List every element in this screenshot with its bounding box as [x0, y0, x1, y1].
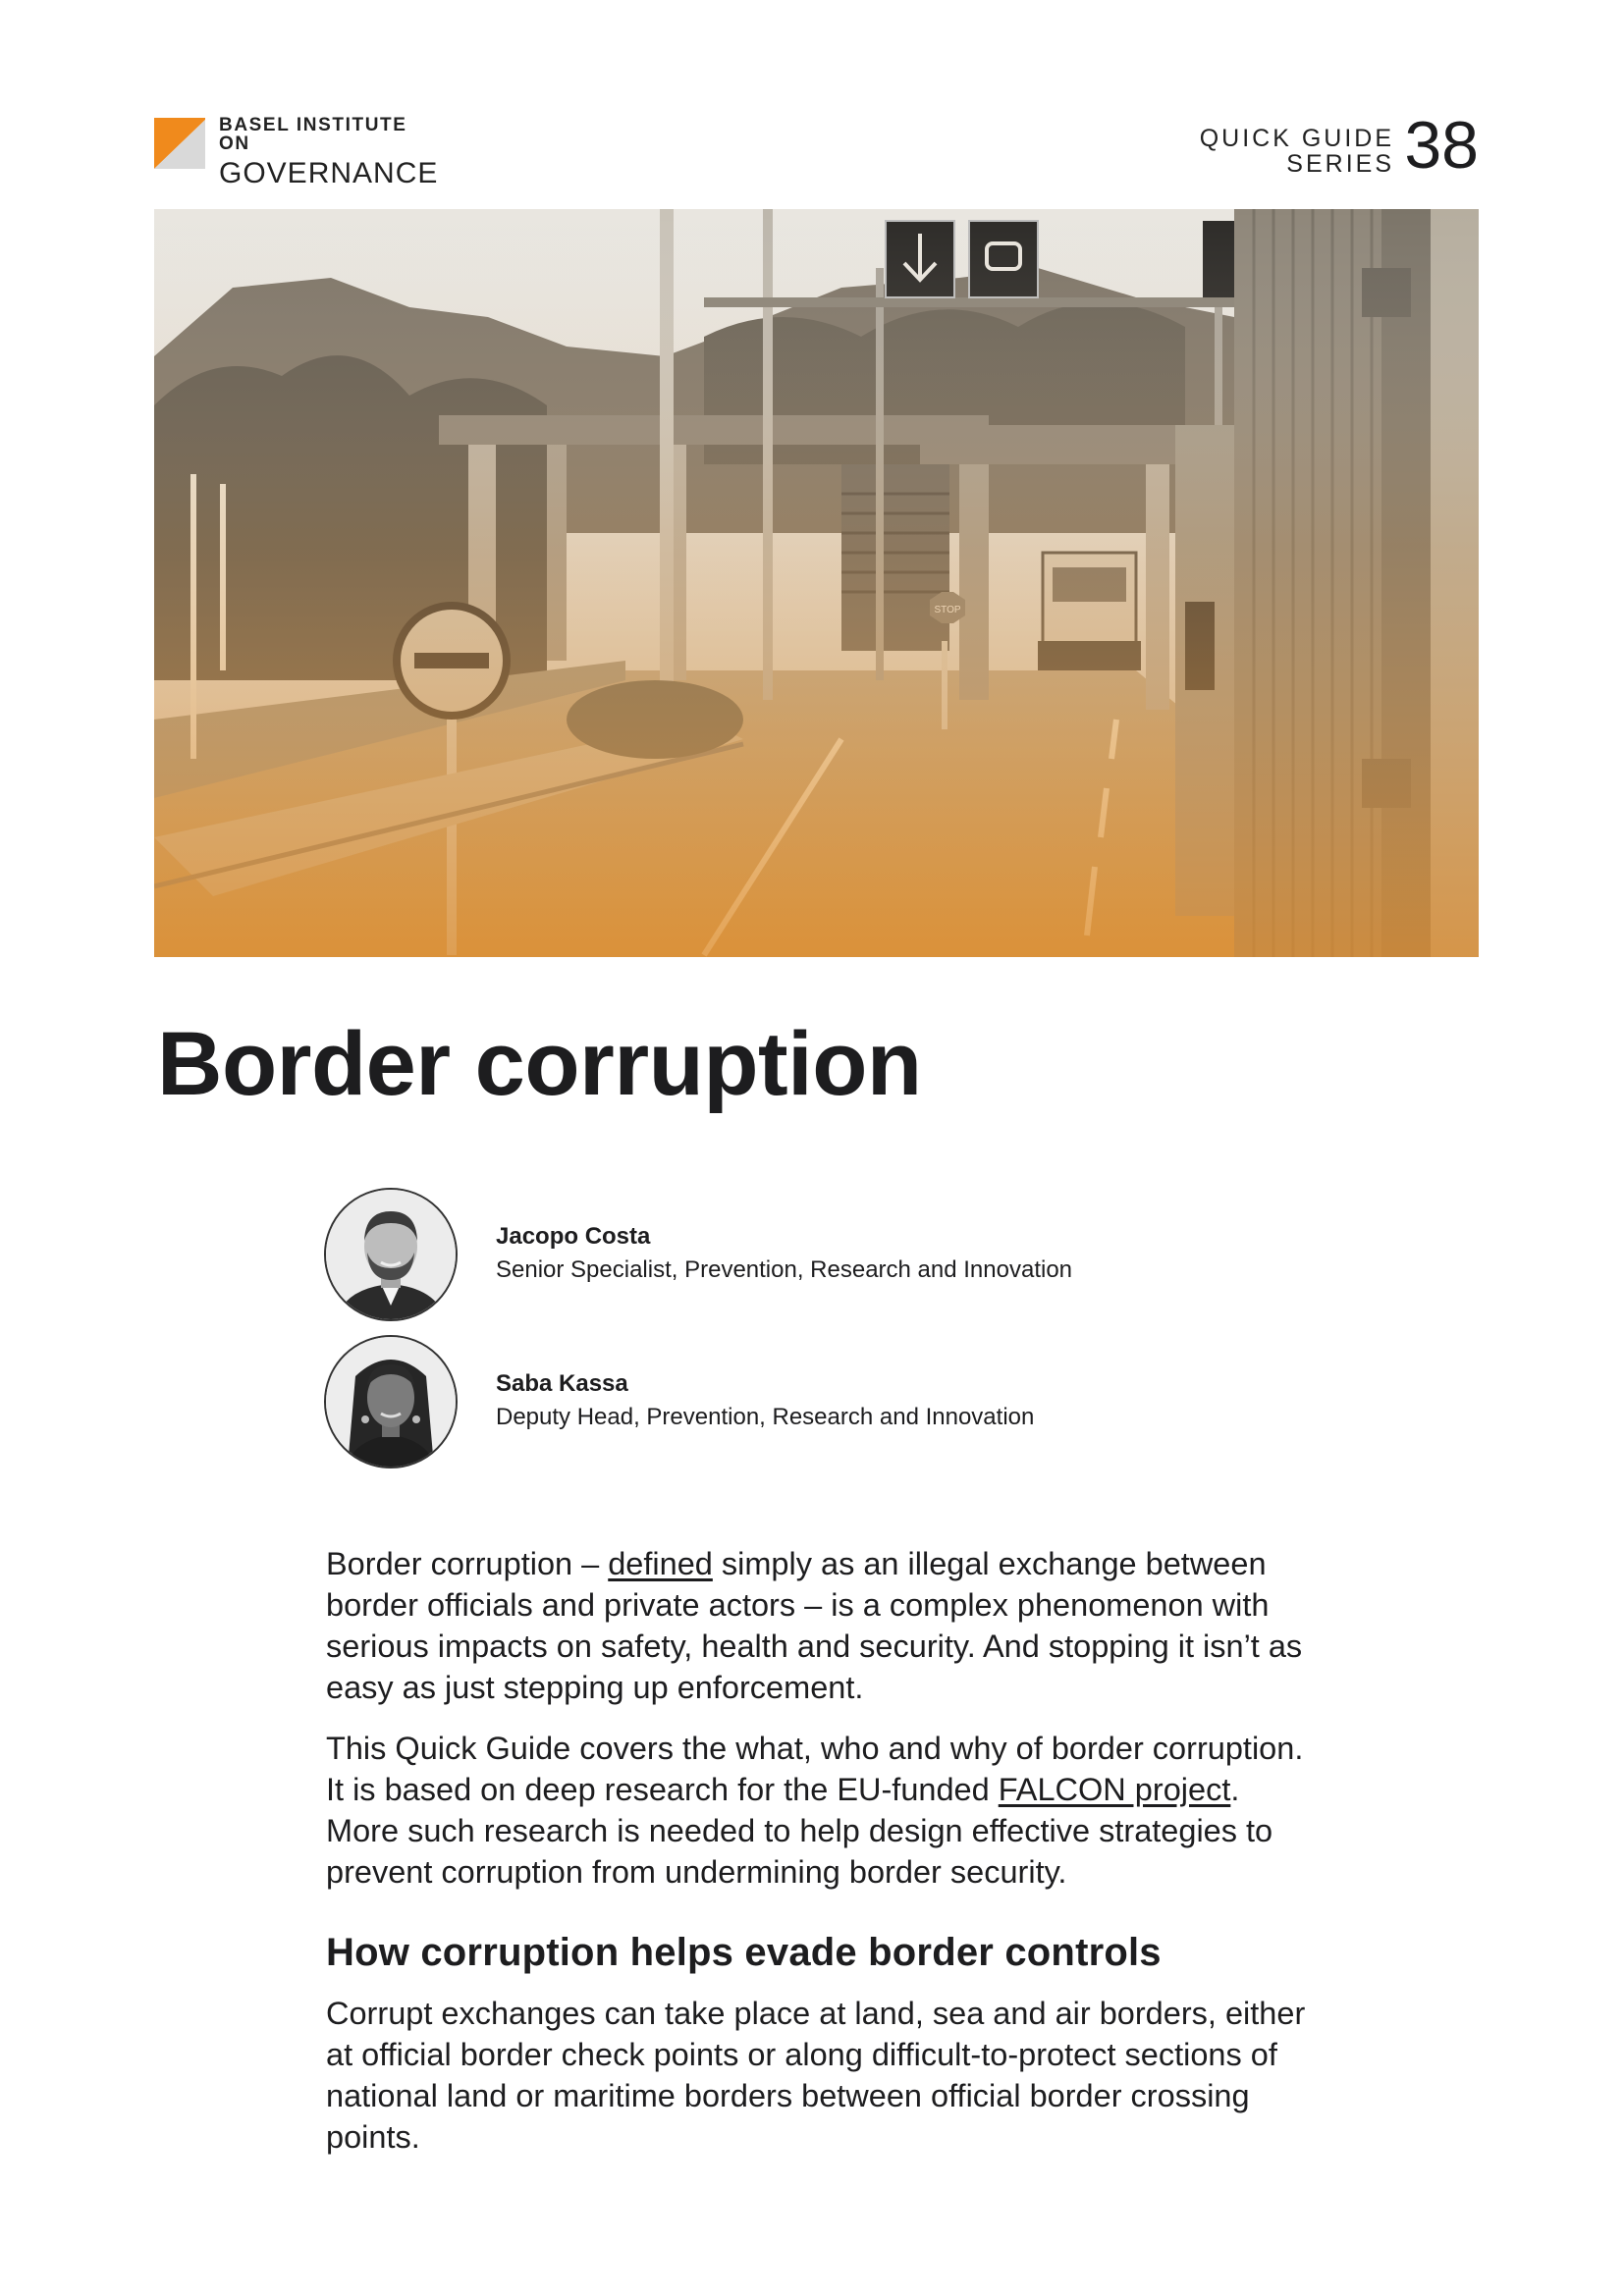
intro-body	[326, 1543, 1318, 2177]
falcon-project-link[interactable]: FALCON project	[998, 1772, 1231, 1807]
series-number: 38	[1404, 108, 1479, 183]
author-photo-avatar	[324, 1188, 458, 1321]
author-name: Jacopo Costa	[496, 1223, 651, 1250]
author-role: Senior Specialist, Prevention, Research and Innovation	[496, 1256, 1073, 1283]
author-name: Saba Kassa	[496, 1370, 628, 1397]
defined-link[interactable]: defined	[608, 1546, 713, 1581]
logo-mark-icon	[154, 118, 205, 169]
intro-paragraph-2: This Quick Guide covers the what, who and why of border corruption. It is based on deep research for the EU-funded FALCON project. More such research is needed to help design effective strategies to prevent corruption from undermining border security.	[326, 1731, 1304, 1890]
org-name-line2: GOVERNANCE	[219, 157, 439, 189]
section-heading: How corruption helps evade border controls	[326, 1931, 1162, 1974]
author-role: Deputy Head, Prevention, Research and Innovation	[496, 1404, 1035, 1430]
section-paragraph: Corrupt exchanges can take place at land, sea and air borders, either at official border check points or along difficult-to-protect sections of national land or maritime borders between official border crossing points.	[326, 1996, 1306, 2155]
author-card	[324, 1188, 1208, 1325]
series-label-line2: SERIES	[1286, 150, 1394, 179]
intro-paragraph-1: Border corruption – defined simply as an illegal exchange between border officials and private actors – is a complex phenomenon with serious impacts on safety, health and security. And stopping it isn’t as easy as just stepping up enforcement.	[326, 1546, 1303, 1705]
institute-logo	[154, 115, 439, 189]
org-name-line1: BASEL INSTITUTE ON	[219, 115, 407, 154]
author-photo-avatar	[324, 1335, 458, 1468]
page-title: Border corruption	[157, 1014, 922, 1114]
hero-photo-border-checkpoint	[154, 209, 1479, 957]
author-card	[324, 1335, 1208, 1472]
series-label-line1: QUICK GUIDE	[1199, 125, 1394, 152]
